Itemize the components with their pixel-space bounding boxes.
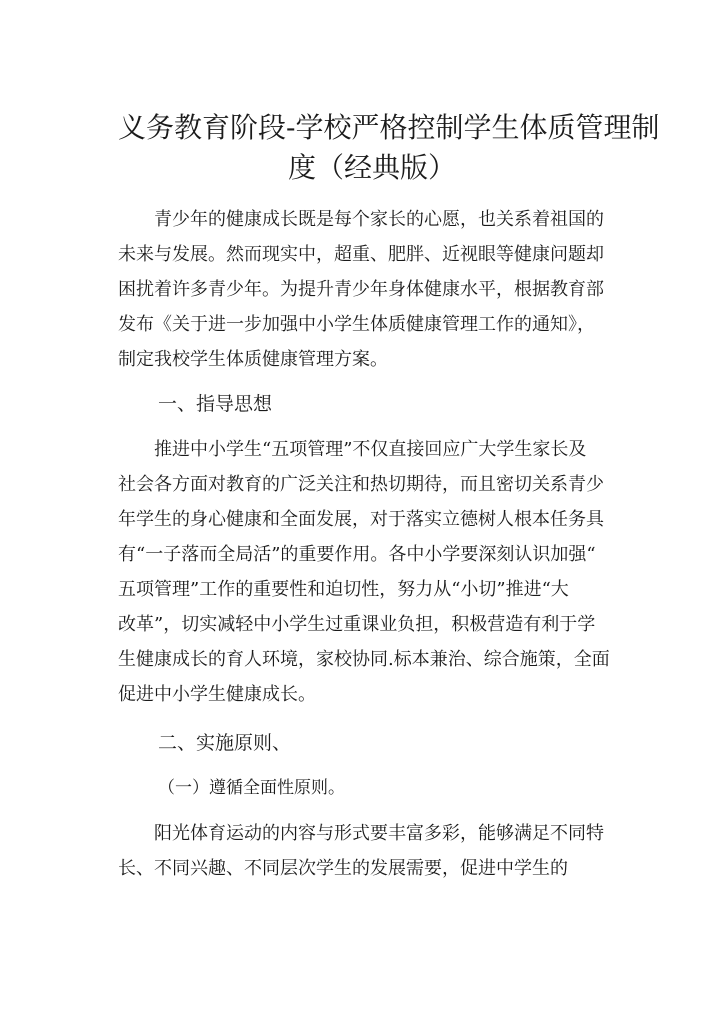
section-2-line: 长、不同兴趣、不同层次学生的发展需要，促进中学生的: [118, 858, 568, 879]
intro-line: 制定我校学生体质健康管理方案。: [118, 349, 388, 370]
section-2-heading: 二、实施原则、: [158, 732, 292, 754]
section-1-line: 年学生的身心健康和全面发展，对于落实立德树人根本任务具: [118, 509, 604, 530]
section-1-line: 生健康成长的育人环境，家校协同.标本兼治、综合施策，全面: [118, 649, 610, 670]
section-1-paragraph: [118, 432, 626, 712]
document-page: [118, 108, 660, 886]
intro-line: 青少年的健康成长既是每个家长的心愿，也关系着祖国的: [154, 209, 604, 230]
section-2-subheading: （一）遵循全面性原则。: [158, 778, 345, 798]
section-2-line: 阳光体育运动的内容与形式要丰富多彩，能够满足不同特: [154, 823, 604, 844]
section-1-line: 有“一子落而全局活”的重要作用。各中小学要深刻认识加强“: [118, 544, 596, 565]
title-line-2: 度（经典版）: [287, 151, 456, 184]
section-2-paragraph: [118, 816, 626, 886]
intro-line: 发布《关于进一步加强中小学生体质健康管理工作的通知》，: [118, 314, 595, 335]
intro-line: 未来与发展。然而现实中，超重、肥胖、近视眼等健康问题却: [118, 244, 604, 265]
document-title: [118, 108, 660, 188]
section-1-line: 促进中小学生健康成长。: [118, 684, 316, 705]
section-1-heading: 一、指导思想: [158, 393, 273, 415]
section-1-line: 五项管理”工作的重要性和迫切性，努力从“小切”推进“大: [118, 579, 569, 600]
title-line-1: 义务教育阶段-学校严格控制学生体质管理制: [118, 111, 660, 144]
section-1-line: 改革”，切实减轻中小学生过重课业负担，积极营造有利于学: [118, 614, 596, 635]
section-1-line: 推进中小学生“五项管理”不仅直接回应广大学生家长及: [154, 439, 587, 460]
intro-line: 困扰着许多青少年。为提升青少年身体健康水平，根据教育部: [118, 279, 604, 300]
section-1-line: 社会各方面对教育的广泛关注和热切期待，而且密切关系青少: [118, 474, 604, 495]
intro-paragraph: [118, 202, 626, 377]
